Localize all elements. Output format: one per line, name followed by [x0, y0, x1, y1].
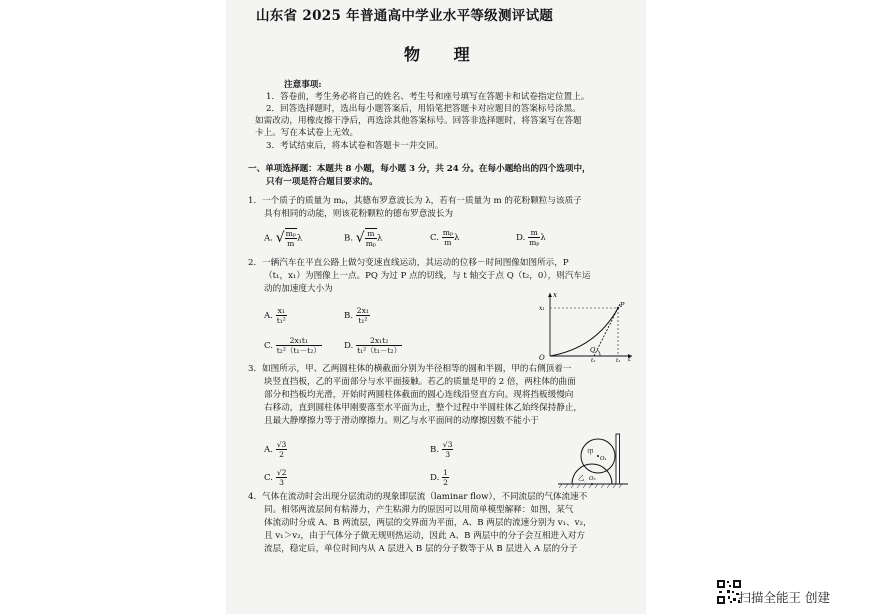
- o2-label: O₂: [589, 476, 596, 482]
- q4-stem-line-5: 流层，稳定后，单位时间内从 A 层进入 B 层的分子数等于从 B 层进入 A 层的分子: [264, 544, 578, 554]
- notice-line-1: 1．答卷前，考生务必将自己的姓名、考生号和座号填写在答题卡和试卷指定位置上。: [266, 92, 590, 102]
- q1-option-b: B. √ $\frac{m}{\text{mₚ}}$ λ: [344, 229, 383, 248]
- x-axis-label: x: [553, 291, 557, 299]
- q2-option-d: D. $\frac{\text{2x₁t₂}}{\text{t₁²（t₁－t₂）}}$: [344, 336, 402, 355]
- q3-stem-line-1: 3．如图所示，甲、乙两圆柱体的横截面分别为半径相等的圆和半圆，甲的右侧顶着一: [248, 364, 572, 374]
- q1-stem-line-1: 1．一个质子的质量为 mₚ，其德布罗意波长为 λ，若有一质量为 m 的花粉颗粒与该质子: [248, 196, 582, 206]
- q3-option-c: C. $\frac{√2}{3}$: [264, 468, 287, 487]
- notice-line-2c: 卡上。写在本试卷上无效。: [255, 128, 359, 138]
- q4-stem-line-4: 且 v₁＞v₂，由于气体分子做无规则热运动，因此 A、B 两层中的分子会互相进入对方: [264, 531, 585, 541]
- t1-label: t₁: [616, 358, 621, 362]
- q2-stem-line-2: （t₁，x₁）为图像上一点。PQ 为过 P 点的切线，与 t 轴交于点 Q（t₂，0），则汽车运: [264, 271, 591, 281]
- q2-stem-line-1: 2．一辆汽车在平直公路上做匀变速直线运动，其运动的位移－时间图像如图所示，P: [248, 258, 569, 268]
- q3-stem-line-4: 右移动，直到圆柱体甲刚要落至水平面为止，整个过程中半圆柱体乙始终保持静止，: [264, 403, 582, 413]
- q3-option-b: B. $\frac{√3}{3}$: [430, 440, 453, 459]
- section-heading-line-1: 一、单项选择题：本题共 8 小题，每小题 3 分，共 24 分。在每小题给出的四个选项中，: [248, 164, 591, 174]
- q2-option-a: A. $\frac{\text{x₁}}{\text{t₁²}}$: [264, 306, 286, 325]
- q1-option-c: C. $\frac{\text{mₚ}}{m}$ λ: [430, 228, 460, 247]
- q3-option-d: D. $\frac{1}{2}$: [430, 468, 448, 487]
- xt-curve: [550, 308, 618, 356]
- q3-stem-line-5: 且最大静摩擦力等于滑动摩擦力。则乙与水平面间的动摩擦因数不能小于: [264, 416, 540, 426]
- notice-heading: 注意事项:: [284, 80, 322, 90]
- origin-label: O: [539, 354, 545, 362]
- t-axis-label: t: [628, 355, 631, 362]
- notice-line-2a: 2．回答选择题时，选出每小题答案后，用铅笔把答题卡对应题目的答案标号涂黑。: [266, 104, 581, 114]
- q1-option-a: A. √ $\frac{\text{mₚ}}{m}$ λ: [264, 229, 303, 248]
- watermark-text: 扫描全能王 创建: [738, 590, 830, 605]
- x-axis-arrow-icon: [548, 293, 552, 297]
- q1-option-d: D. $\frac{m}{\text{mₚ}}$ λ: [516, 228, 546, 247]
- t2-label: t₂: [591, 358, 596, 362]
- q2-option-b: B. $\frac{\text{2x₁}}{\text{t₁²}}$: [344, 306, 369, 325]
- q2-stem-line-3: 动的加速度大小为: [264, 284, 333, 294]
- sqrt-icon: √: [275, 230, 285, 246]
- baffle-plate: [616, 434, 620, 484]
- q1-stem-line-2: 具有相同的动能，则该花粉颗粒的德布罗意波长为: [264, 209, 454, 219]
- q2-xt-graph: [536, 290, 636, 362]
- jia-label: 甲: [587, 448, 594, 456]
- point-p: [617, 307, 619, 309]
- x1-label: x₁: [539, 305, 545, 312]
- q4-stem-line-1: 4．气体在流动时会出现分层流动的现象即层流（laminar flow），不同流层的气体流速不: [248, 492, 588, 502]
- q3-option-a: A. $\frac{√3}{2}$: [264, 440, 287, 459]
- p-label: P: [620, 301, 625, 309]
- sqrt-icon: √: [355, 230, 365, 246]
- ground-hatch: [559, 484, 622, 488]
- yi-label: 乙: [578, 474, 585, 482]
- q4-stem-line-3: 体流动时分成 A、B 两流层，两层的交界面为平面，A、B 两层的流速分别为 v₁、v₂，: [264, 518, 592, 528]
- section-heading-line-2: 只有一项是符合题目要求的。: [266, 177, 378, 187]
- exam-title: 山东省 2025 年普通高中学业水平等级测评试题: [256, 8, 554, 24]
- notice-line-3: 3．考试结束后，将本试卷和答题卡一并交回。: [266, 141, 444, 151]
- q4-stem-line-2: 同。相邻两流层间有粘滞力，产生粘滞力的原因可以用简单模型解释：如图，某气: [264, 505, 574, 515]
- o1-label: O₁: [600, 456, 607, 462]
- q-label: Q: [590, 346, 596, 354]
- q3-stem-line-3: 部分和挡板均光滑，开始时两圆柱体截面的圆心连线沿竖直方向。现将挡板缓慢向: [264, 390, 574, 400]
- center-o1: [597, 455, 599, 457]
- q3-stem-line-2: 块竖直挡板，乙的平面部分与水平面接触。若乙的质量是甲的 2 倍，两柱体的曲面: [264, 377, 576, 387]
- q2-option-c: C. $\frac{\text{2x₁t₁}}{\text{t₂²（t₁－t₂）}}$: [264, 336, 321, 355]
- subject-title: 物 理: [404, 45, 484, 64]
- center-o2: [591, 483, 593, 485]
- notice-line-2b: 如需改动，用橡皮擦干净后，再选涂其他答案标号。回答非选择题时，将答案写在答题: [255, 116, 582, 126]
- tangent-line-pq: [594, 304, 620, 356]
- q3-cylinders-figure: [556, 430, 630, 492]
- angle-mark: [597, 350, 600, 356]
